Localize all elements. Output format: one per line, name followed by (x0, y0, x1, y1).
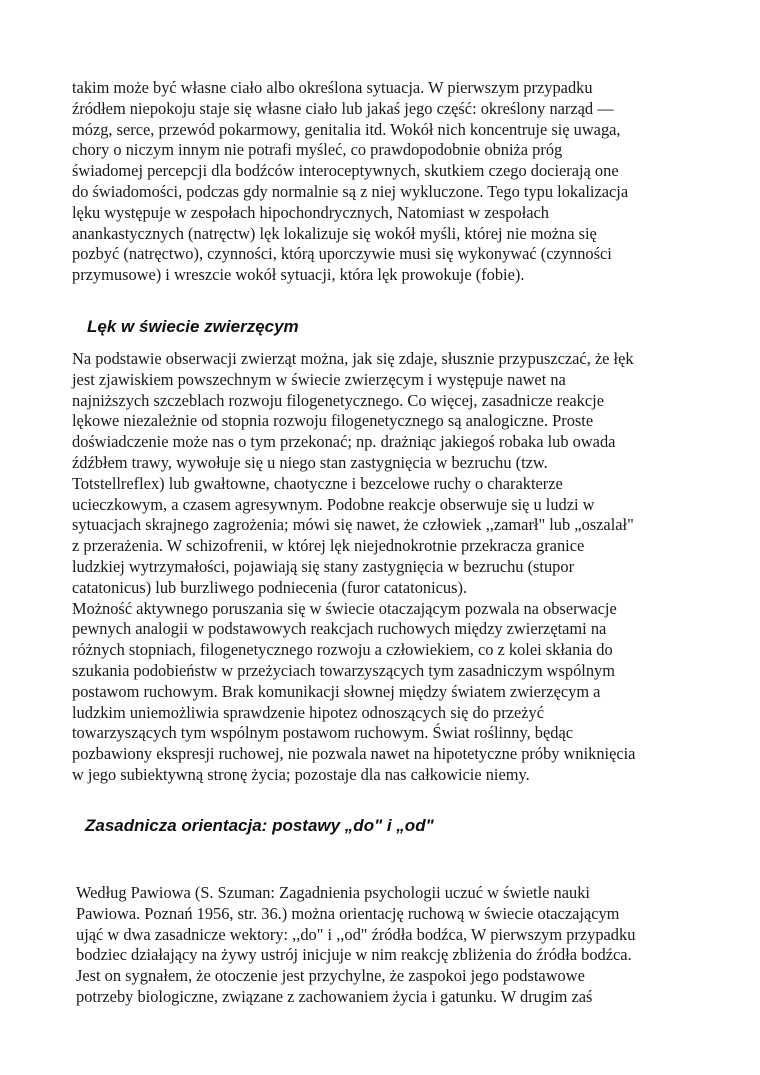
text-line: przymusowe) i wreszcie wokół sytuacji, która lęk prowokuje (fobie). (72, 265, 525, 285)
text-line: najniższych szczeblach rozwoju filogenetycznego. Co więcej, zasadnicze reakcje (72, 390, 604, 410)
text-line: towarzyszących tym wspólnym postawom ruchowym. Świat roślinny, będąc (72, 723, 574, 743)
text-line: takim może być własne ciało albo określona sytuacja. W pierwszym przypadku (72, 78, 593, 97)
text-line: doświadczenie może nas o tym przekonać; np. drażniąc jakiegoś robaka lub owada (72, 432, 616, 452)
text-line: ująć w dwa zasadnicze wektory: ,,do" i ,,od" źródła bodźca, W pierwszym przypadku (76, 924, 636, 944)
text-line: anankastycznych (natręctw) lęk lokalizuje się wokół myśli, której nie można się (72, 223, 597, 243)
text-line: Na podstawie obserwacji zwierząt można, jak się zdaje, słusznie przypuszczać, że łęk (72, 349, 634, 368)
text-line: chory o niczym innym nie potrafi myśleć, co prawdopodobnie obniża próg (72, 140, 563, 160)
paragraph-pavlov-orientation (76, 883, 635, 1008)
text-line: Według Pawiowa (S. Szuman: Zagadnienia psychologii uczuć w świetle nauki (76, 883, 590, 902)
text-line: sytuacjach skrajnego zagrożenia; mówi się nawet, że człowiek ,,zamarł" lub „oszalał" (72, 515, 634, 535)
text-line: postawom ruchowym. Brak komunikacji słownej między światem zwierzęcym a (72, 681, 601, 701)
text-line: Pawiowa. Poznań 1956, str. 36.) można orientację ruchową w świecie otaczającym (76, 903, 620, 923)
text-line: źdźbłem trawy, wywołuje się u niego stan zastygnięcia w bezruchu (tzw. (72, 452, 548, 472)
text-line: Możność aktywnego poruszania się w świecie otaczającym pozwala na obserwacje (72, 598, 617, 618)
text-line: lęku występuje w zespołach hipochondrycznych, Natomiast w zespołach (72, 202, 550, 222)
text-line: ludzkiej wytrzymałości, pojawiają się stany zastygnięcia w bezruchu (stupor (72, 556, 575, 576)
text-line: Totstellreflex) lub gwałtowne, chaotyczne i bezcelowe ruchy o charakterze (72, 473, 563, 493)
text-line: świadomej percepcji dla bodźców interoceptywnych, skutkiem czego docierają one (72, 161, 619, 181)
text-line: z przerażenia. W schizofrenii, w której lęk niejednokrotnie przekracza granice (72, 536, 585, 556)
section-heading-animal-anxiety: Lęk w świecie zwierzęcym (87, 317, 299, 336)
text-line: catatonicus) lub burzliwego podniecenia (furor catatonicus). (72, 577, 468, 597)
text-line: szukania podobieństw w przeżyciach towarzyszących tym zasadniczym wspólnym (72, 660, 615, 680)
text-line: pozbawiony ekspresji ruchowej, nie pozwala nawet na hipotetyczne próby wniknięcia (72, 744, 636, 764)
text-line: lękowe niezależnie od stopnia rozwoju filogenetycznego są analogiczne. Proste (72, 411, 594, 431)
text-line: ludzkim uniemożliwia sprawdzenie hipotez odnoszących się do przeżyć (72, 702, 544, 722)
text-line: w jego subiektywną stronę życia; pozostaje dla nas całkowicie niemy. (72, 764, 530, 784)
text-line: różnych stopniach, filogenetycznego rozwoju a człowiekiem, co z kolei skłania do (72, 640, 613, 660)
paragraph-animal-anxiety (72, 349, 635, 786)
text-line: ucieczkowym, a czasem agresywnym. Podobne reakcje obserwuje się u ludzi w (72, 494, 595, 514)
section-heading-basic-orientation: Zasadnicza orientacja: postawy „do" i „od" (85, 816, 434, 835)
paragraph-anxiety-localization (72, 78, 628, 286)
text-line: bodziec działający na żywy ustrój inicjuje w nim reakcję zbliżenia do źródła bodźca. (76, 945, 632, 965)
text-line: Jest on sygnałem, że otoczenie jest przychylne, że zaspokoi jego podstawowe (76, 966, 585, 986)
text-line: źródłem niepokoju staje się własne ciało lub jakaś jego część: określony narząd — (72, 98, 614, 118)
text-line: pewnych analogii w podstawowych reakcjach ruchowych między zwierzętami na (72, 619, 607, 639)
text-line: mózg, serce, przewód pokarmowy, genitalia itd. Wokół nich koncentruje się uwaga, (72, 119, 621, 139)
text-line: do świadomości, podczas gdy normalnie są z niej wykluczone. Tego typu lokalizacja (72, 181, 629, 201)
text-line: jest zjawiskiem powszechnym w świecie zwierzęcym i występuje nawet na (72, 369, 566, 389)
text-line: pozbyć (natręctwo), czynności, którą uporczywie musi się wykonywać (czynności (72, 244, 612, 264)
text-line: potrzeby biologiczne, związane z zachowaniem życia i gatunku. W drugim zaś (76, 986, 593, 1006)
